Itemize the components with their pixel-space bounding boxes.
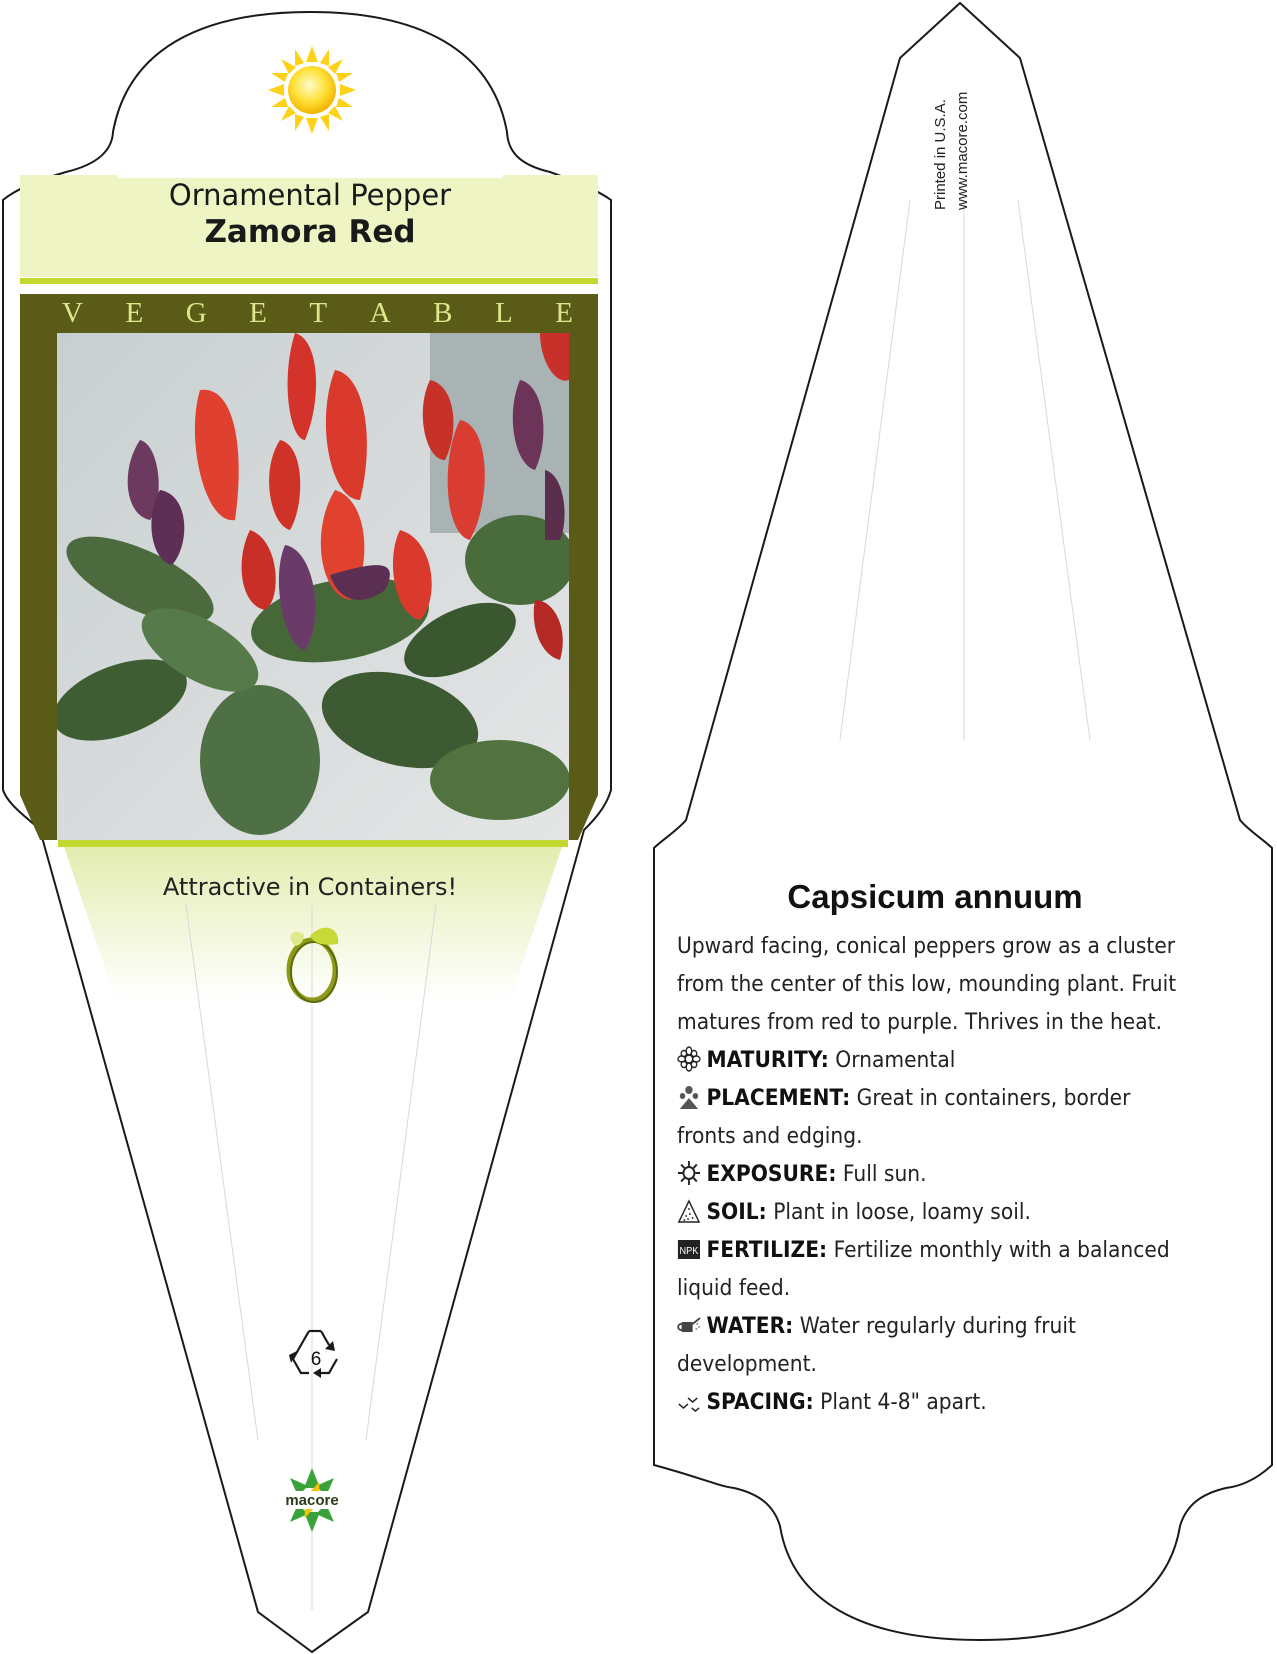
detail-value: Full sun. — [836, 1162, 927, 1187]
website: www.macore.com — [954, 91, 971, 210]
detail-label: WATER: — [706, 1314, 794, 1339]
detail-row — [677, 1232, 1192, 1308]
category-letter: E — [125, 297, 144, 329]
category-letter: B — [433, 297, 453, 329]
detail-row — [677, 1308, 1192, 1384]
printed-notice — [930, 92, 974, 210]
resin-code: 6 — [310, 1349, 322, 1370]
watering-can-icon — [677, 1312, 701, 1338]
detail-row — [677, 1194, 1192, 1232]
detail-row — [677, 1080, 1192, 1156]
svg-text:NPK: NPK — [679, 1245, 699, 1258]
detail-value: Fertilize monthly with a balanced liquid feed. — [677, 1238, 1170, 1301]
category-letter: E — [249, 297, 267, 329]
detail-list — [677, 1042, 1192, 1422]
detail-label: SPACING: — [706, 1390, 814, 1415]
printed-in: Printed in U.S.A. — [932, 99, 949, 210]
category-letter: E — [555, 297, 573, 329]
category-letter: G — [185, 297, 207, 329]
detail-value: Water regularly during fruit development. — [677, 1314, 1076, 1377]
category-letter: T — [309, 297, 328, 329]
variety-title: Zamora Red — [204, 214, 416, 250]
flower-icon — [677, 1046, 701, 1072]
detail-value: Great in containers, border fronts and edging. — [677, 1086, 1131, 1149]
care-details — [677, 928, 1192, 1422]
sun-icon — [268, 46, 356, 134]
soil-icon — [677, 1198, 701, 1224]
brand-logo-text: macore — [285, 1492, 339, 1509]
detail-label: MATURITY: — [706, 1048, 829, 1073]
category-letter: L — [494, 297, 513, 329]
category-band — [40, 297, 595, 330]
detail-value: Ornamental — [828, 1048, 956, 1073]
detail-label: FERTILIZE: — [706, 1238, 828, 1263]
detail-row — [677, 1384, 1192, 1422]
spacing-icon — [677, 1388, 701, 1414]
detail-label: EXPOSURE: — [706, 1162, 837, 1187]
detail-label: SOIL: — [706, 1200, 767, 1225]
category-letter: A — [369, 297, 391, 329]
plant-type-title: Ornamental Pepper — [168, 178, 452, 212]
npk-icon — [677, 1236, 701, 1262]
category-letter: V — [62, 297, 83, 329]
placement-icon — [677, 1084, 701, 1110]
sun-outline-icon — [677, 1160, 701, 1186]
pepper-photo — [42, 333, 575, 840]
detail-row — [677, 1042, 1192, 1080]
detail-row — [677, 1156, 1192, 1194]
description: Upward facing, conical peppers grow as a cluster from the center of this low, mounding plant. Fruit matures from red to purple. Thrives in the heat. — [677, 934, 1177, 1035]
detail-label: PLACEMENT: — [706, 1086, 851, 1111]
tagline: Attractive in Containers! — [162, 873, 458, 901]
detail-value: Plant in loose, loamy soil. — [766, 1200, 1031, 1225]
detail-value: Plant 4-8" apart. — [813, 1390, 987, 1415]
species-title: Capsicum annuum — [787, 878, 1083, 915]
